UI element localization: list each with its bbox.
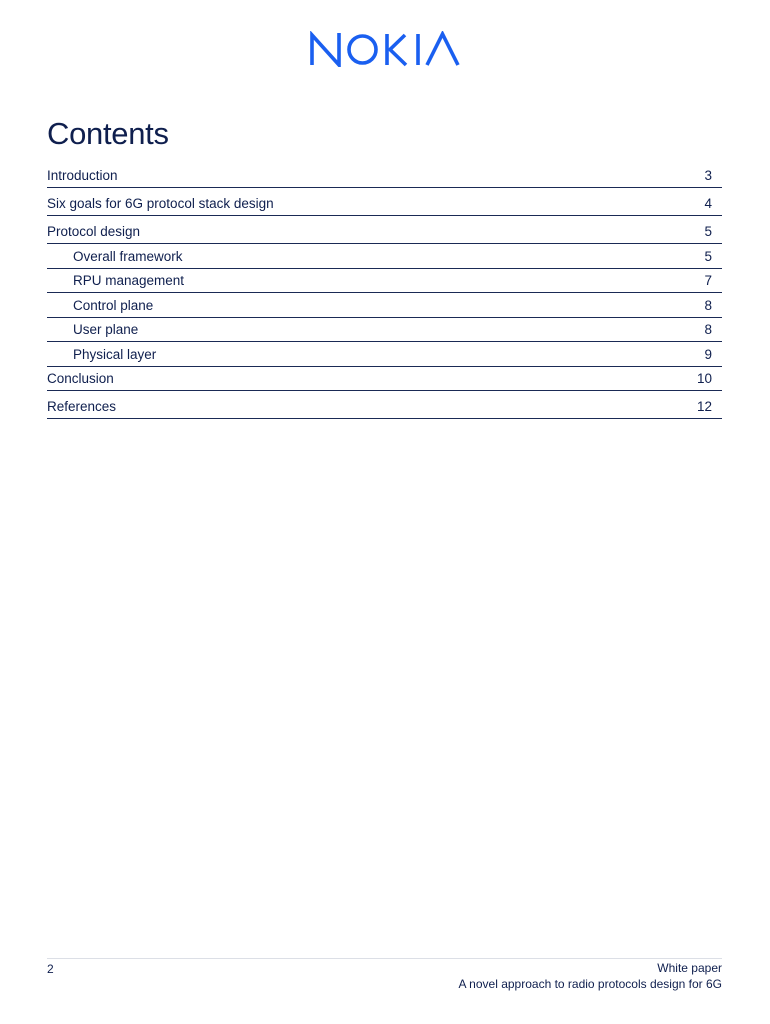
footer-doc-type: White paper bbox=[657, 961, 722, 975]
toc-entry-page: 8 bbox=[704, 297, 712, 313]
toc-entry-page: 7 bbox=[704, 273, 712, 288]
toc-entry-page: 9 bbox=[704, 346, 712, 362]
toc-entry-page: 12 bbox=[696, 399, 712, 414]
toc-entry-overall-framework[interactable] bbox=[47, 244, 722, 269]
footer-doc-info bbox=[459, 960, 723, 992]
nokia-logo bbox=[309, 31, 461, 67]
toc-entry-user-plane[interactable] bbox=[47, 318, 722, 343]
toc-entry-rpu-management[interactable] bbox=[47, 269, 722, 294]
toc-entry-protocol-design[interactable] bbox=[47, 216, 722, 244]
toc-entry-label: Conclusion bbox=[47, 371, 114, 386]
toc-entry-label: References bbox=[47, 399, 117, 414]
toc-entry-six-goals[interactable] bbox=[47, 188, 722, 216]
toc-entry-label: Six goals for 6G protocol stack design bbox=[47, 196, 274, 211]
toc-entry-physical-layer[interactable] bbox=[47, 342, 722, 367]
toc-entry-page: 5 bbox=[704, 224, 712, 239]
toc-entry-references[interactable] bbox=[47, 391, 722, 419]
toc-entry-label: Physical layer bbox=[73, 346, 157, 362]
toc-entry-page: 5 bbox=[704, 248, 712, 264]
toc-entry-label: Overall framework bbox=[73, 248, 183, 264]
toc-entry-label: User plane bbox=[73, 322, 139, 337]
toc-entry-page: 4 bbox=[704, 196, 712, 211]
toc-entry-page: 8 bbox=[704, 322, 712, 337]
toc-entry-conclusion[interactable] bbox=[47, 367, 722, 392]
toc-entry-introduction[interactable] bbox=[47, 160, 722, 188]
footer-page-number: 2 bbox=[47, 962, 54, 976]
toc-entry-label: Introduction bbox=[47, 168, 118, 183]
table-of-contents bbox=[47, 160, 722, 419]
footer-doc-title: A novel approach to radio protocols design for 6G bbox=[458, 977, 722, 991]
toc-entry-label: Protocol design bbox=[47, 224, 141, 239]
toc-entry-page: 10 bbox=[696, 371, 712, 386]
toc-entry-page: 3 bbox=[704, 168, 712, 183]
toc-entry-label: Control plane bbox=[73, 297, 154, 313]
footer-divider bbox=[47, 958, 722, 959]
toc-entry-control-plane[interactable] bbox=[47, 293, 722, 318]
toc-entry-label: RPU management bbox=[73, 273, 185, 288]
page-title: Contents bbox=[47, 116, 169, 151]
